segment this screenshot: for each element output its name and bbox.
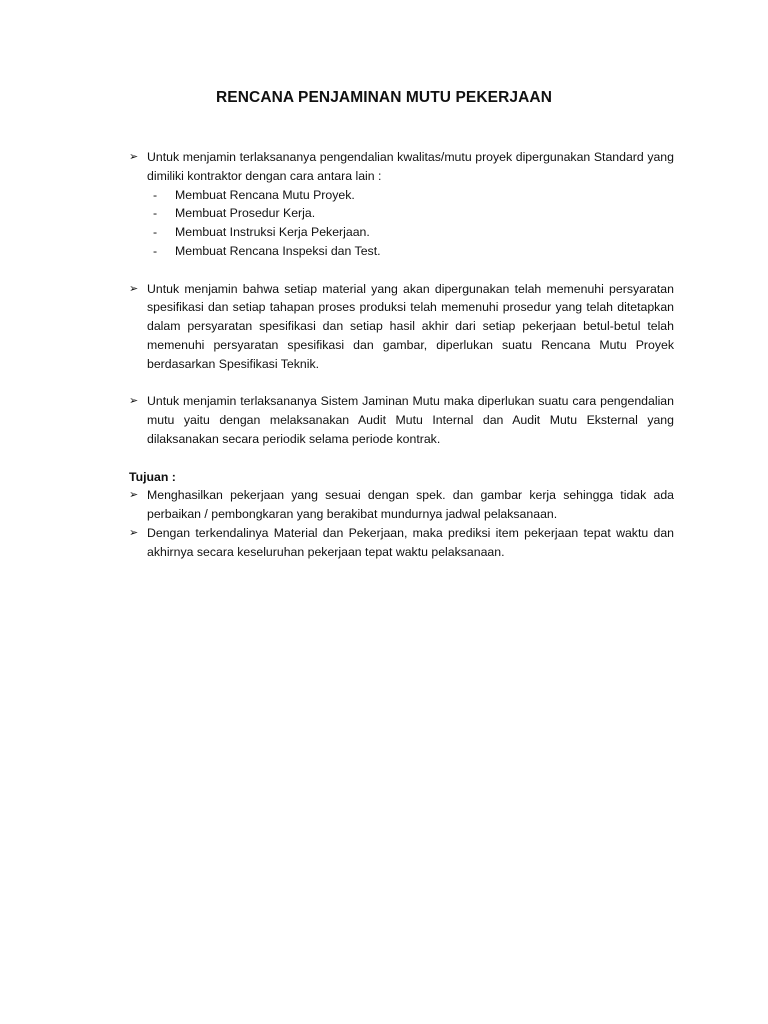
arrow-bullet-icon: ➢ bbox=[129, 282, 139, 295]
document-body bbox=[129, 148, 674, 562]
dash-bullet-icon: - bbox=[153, 243, 158, 258]
sub-list-item bbox=[129, 223, 674, 242]
dash-bullet-icon: - bbox=[153, 225, 158, 240]
bullet-item bbox=[129, 148, 674, 186]
spacer bbox=[129, 261, 674, 280]
sub-list-text: Membuat Instruksi Kerja Pekerjaan. bbox=[175, 225, 370, 240]
document-title: RENCANA PENJAMINAN MUTU PEKERJAAN bbox=[216, 89, 552, 106]
tujuan-item bbox=[129, 486, 674, 524]
arrow-bullet-icon: ➢ bbox=[129, 489, 139, 502]
spacer bbox=[129, 449, 674, 468]
sub-list-item bbox=[129, 186, 674, 205]
sub-list-item bbox=[129, 204, 674, 223]
bullet-text: Untuk menjamin bahwa setiap material yang akan dipergunakan telah memenuhi persyaratan spesifikasi dan setiap tahapan proses produksi telah memenuhi prosedur yang telah ditetapkan dalam persyaratan spesifikasi dan setiap hasil akhir dari setiap pekerjaan betul-betul telah memenuhi persyaratan spesifikasi dan gambar, diperlukan suatu Rencana Mutu Proyek berdasarkan Spesifikasi Teknik. bbox=[147, 281, 674, 371]
arrow-bullet-icon: ➢ bbox=[129, 526, 139, 539]
arrow-bullet-icon: ➢ bbox=[129, 395, 139, 408]
sub-list-text: Membuat Prosedur Kerja. bbox=[175, 206, 316, 221]
bullet-text: Untuk menjamin terlaksananya Sistem Jaminan Mutu maka diperlukan suatu cara pengendalian mutu yaitu dengan melaksanakan Audit Mutu Internal dan Audit Mutu Eksternal yang dilaksanakan secara periodik selama periode kontrak. bbox=[147, 394, 674, 446]
bullet-item bbox=[129, 392, 674, 448]
tujuan-text: Dengan terkendalinya Material dan Pekerjaan, maka prediksi item pekerjaan tepat waktu dan akhirnya secara keseluruhan pekerjaan tepat waktu pelaksanaan. bbox=[147, 525, 674, 559]
sub-list-text: Membuat Rencana Inspeksi dan Test. bbox=[175, 243, 381, 258]
dash-bullet-icon: - bbox=[153, 187, 158, 202]
tujuan-heading: Tujuan : bbox=[129, 469, 176, 484]
arrow-bullet-icon: ➢ bbox=[129, 151, 139, 163]
sub-list-item bbox=[129, 242, 674, 261]
dash-bullet-icon: - bbox=[153, 206, 158, 221]
tujuan-item bbox=[129, 524, 674, 562]
spacer bbox=[129, 374, 674, 393]
bullet-text: Untuk menjamin terlaksananya pengendalian kwalitas/mutu proyek dipergunakan Standard yang dimiliki kontraktor dengan cara antara lain : bbox=[147, 150, 674, 183]
tujuan-text: Menghasilkan pekerjaan yang sesuai dengan spek. dan gambar kerja sehingga tidak ada perbaikan / pembongkaran yang berakibat mundurnya jadwal pelaksanaan. bbox=[147, 488, 674, 522]
sub-list-text: Membuat Rencana Mutu Proyek. bbox=[175, 187, 355, 202]
bullet-item bbox=[129, 280, 674, 374]
sub-list bbox=[129, 186, 674, 261]
